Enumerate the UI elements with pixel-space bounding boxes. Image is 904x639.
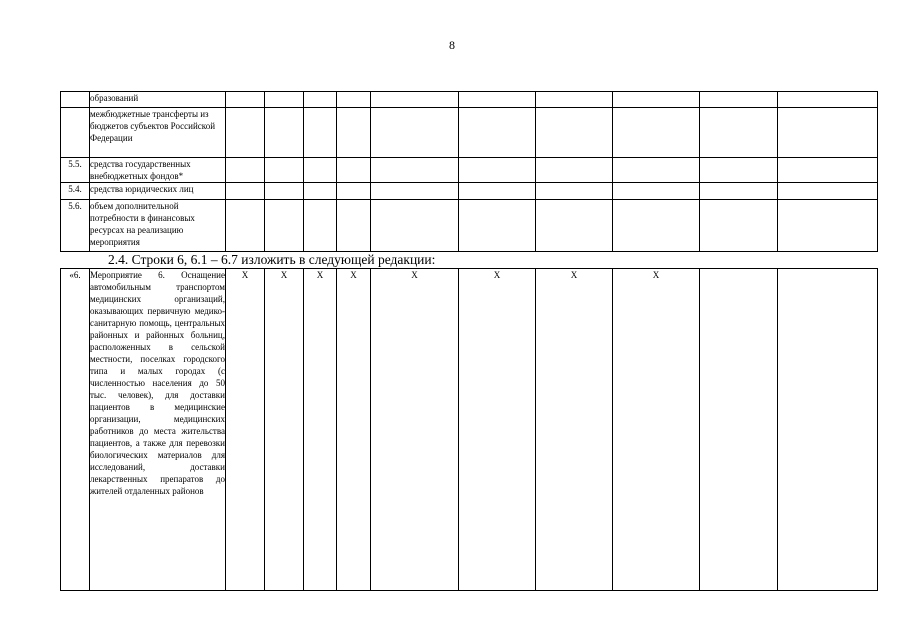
- cell-mark: [700, 269, 778, 591]
- cell-mark: X: [226, 269, 265, 591]
- cell-mark: [778, 269, 878, 591]
- row-label: Мероприятие 6. Оснащение автомобильным транспортом медицинских организаций, оказывающих первичную медико-санитарную помощь, центральных районных и районных больниц, расположенных в сельской местности, поселках городского типа и малых городах (с численностью населения до 50 тыс. человек), для доставки пациентов в медицинские организации, медицинских работников до места жительства пациентов, а также для перевозки биологических материалов для исследований, доставки лекарственных препаратов до жителей отдаленных районов: [90, 269, 226, 591]
- row-label: средства юридических лиц: [90, 183, 226, 200]
- section-heading: 2.4. Строки 6, 6.1 – 6.7 изложить в следующей редакции:: [108, 252, 436, 267]
- row-number: 5.4.: [61, 183, 90, 200]
- table-row: [61, 158, 878, 183]
- table-row: [61, 92, 878, 108]
- row-number: 5.5.: [61, 158, 90, 183]
- table-top: [60, 91, 878, 252]
- row-label: образований: [90, 92, 226, 108]
- table-row: [61, 269, 878, 591]
- cell-mark: X: [536, 269, 613, 591]
- table-bottom: [60, 268, 878, 591]
- table-row: [61, 108, 878, 158]
- page-number: 8: [449, 38, 455, 52]
- row-number: [61, 92, 90, 108]
- cell-mark: X: [371, 269, 459, 591]
- cell-mark: X: [265, 269, 304, 591]
- cell-mark: X: [304, 269, 337, 591]
- row-label: межбюджетные трансферты из бюджетов субъектов Российской Федерации: [90, 108, 226, 158]
- row-number: [61, 108, 90, 158]
- row-label: объем дополнительной потребности в финансовых ресурсах на реализацию мероприятия: [90, 200, 226, 252]
- row-number: 5.6.: [61, 200, 90, 252]
- table-row: [61, 200, 878, 252]
- cell-mark: X: [613, 269, 700, 591]
- row-label: средства государственных внебюджетных фондов*: [90, 158, 226, 183]
- cell-mark: X: [459, 269, 536, 591]
- cell-mark: X: [337, 269, 371, 591]
- row-number: «6.: [61, 269, 90, 591]
- table-row: [61, 183, 878, 200]
